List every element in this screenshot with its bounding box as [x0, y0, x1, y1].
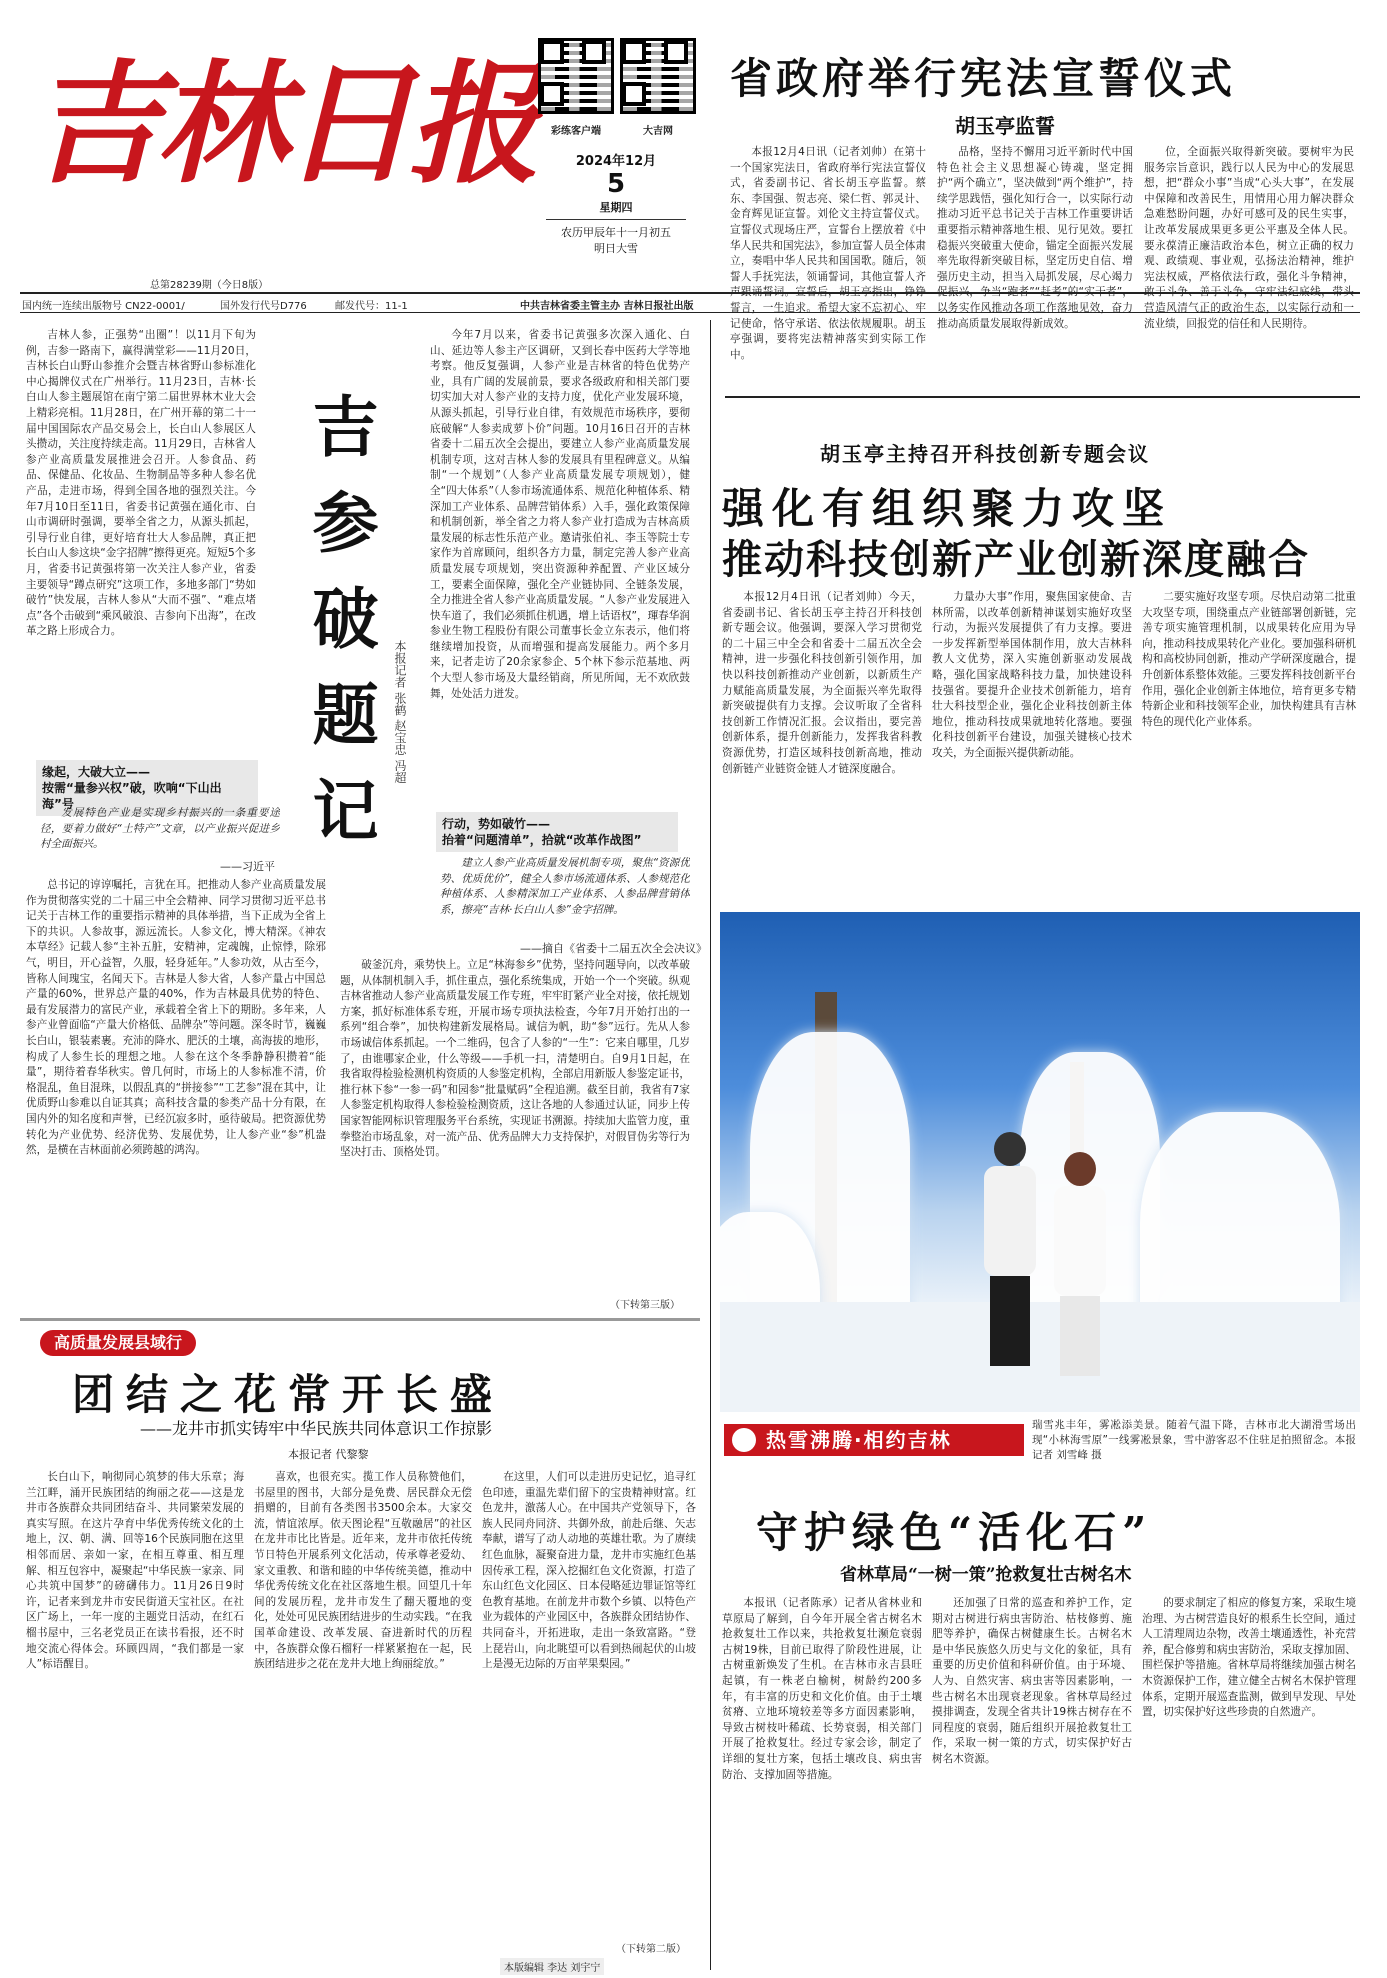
- top-col-2: 品格，坚持不懈用习近平新时代中国特色社会主义思想凝心铸魂，坚定拥护“两个确立”，坚决做到“两个维护”，持续学思践悟，强化知行合一，以实际行动推动习近平总书记关于吉林工作重要讲话重要指示精神落地生根、见行见效。要扛稳振兴突破重大使命，锚定全面振兴发展率先取得新突破目标，坚定历史自信、增强历史主动，担当入局抓发展，尽心竭力促振兴，争当“跑者”“赶考”的“实干者”，以务实作风推动各项工作落地见效，奋力推动高质量发展取得新成效。: [937, 146, 1133, 330]
- qr-code-site[interactable]: [620, 38, 690, 108]
- county-col-2: 喜欢，也很充实。揽工作人员称赞他们，书屋里的图书，大部分是免费、居民群众无偿捐赠的，目前有各类图书3500余本。大家交流，情谊浓厚。依天图论程“互敬融居”的社区在龙井市比比皆是。近年来，龙井市依托传统节日特色开展系列文化活动，传承尊老爱幼、家文重教、和谐和睦的中华传统美德，推动中华优秀传统文化在社区落地生根。回望几十年间的发展历程，龙井市发生了翻天覆地的变化，处处可见民族团结进步的生动实践。“在我国革命建设、改革发展、奋进新时代的历程中，各族群众像石榴籽一样紧紧抱在一起，民族团结进步之花在龙井大地上绚丽绽放。”: [254, 1471, 472, 1671]
- ginseng-quote-head2: 按需“量参兴权”破，吹响“下山出海”号: [42, 781, 222, 811]
- date-weekday: 星期四: [599, 201, 633, 214]
- ginseng-byline: 本报记者 张鹤 赵宝忠 冯超: [393, 640, 407, 784]
- ginseng-quote2-text: 建立人参产业高质量发展机制专项，聚焦“资源优势、优质优价”，健全人参市场流通体系、人参规范化种植体系、人参精深加工产业体系、人参品牌营销体系，擦亮“吉林·长白山人参”金字招牌。: [440, 857, 690, 916]
- ginseng-vertical-title: 吉参破题记: [301, 392, 379, 872]
- date-block: [536, 150, 696, 256]
- county-subhead: ——龙井市抓实铸牢中华民族共同体意识工作掠影: [140, 1419, 493, 1438]
- ginseng-col-1: 吉林人参，正强势“出圈”！以11月下旬为例，吉参一路南下，赢得满堂彩——11月20日，吉林长白山野山参推介会暨吉林省野山参标准化中心揭牌仪式在广州举行。11月23日，吉林·长白山人参主题展馆在南宁第二届世界林木业大会上精彩亮相。11月28日，在广州开幕的第二十一届中国国际农产品交易会上，长白山人参展区人头攒动，关注度持续走高。11月29日，吉林省人参产业高质量发展推进会召开。人参食品、药品、保健品、化妆品、生物制品等多种人参名优产品，走进市场，得到全国各地的强烈关注。今年7月10日至11日，省委书记黄强在通化市、白山市调研时强调，要举全省之力，从源头抓起，引导行业自律，更好培育壮大人参品牌，真正把长白山人参这块“金字招牌”擦得更亮。短短5个多月，省委书记黄强将第一次关注人参产业，省委主要领导“蹲点研究”这项工作，多地多部门“势如破竹”快发展，吉林人参从“大而不强”、“难点堵点”各个击破到“乘风破浪、吉参向下出海”，在改革之路上形成合力。: [26, 329, 256, 638]
- cn-number: 国内统一连续出版物号 CN22-0001/: [22, 301, 185, 312]
- dist-code: 国外发行代号D776: [220, 301, 307, 312]
- county-byline: 本报记者 代黎黎: [288, 1448, 369, 1461]
- fossil-subhead: 省林草局“一树一策”抢救复壮古树名木: [840, 1565, 1132, 1585]
- ginseng-col-2b: 破釜沉舟，乘势快上。立足“林海参乡”优势，坚持问题导向，以改革破题，从体制机制入手，抓住重点，强化系统集成，开始一个一个突破。纵观吉林省推动人参产业高质量发展工作专班，牢牢盯紧产业全对接，依托规划方案，抓好标准体系专班，开展市场专项执法检查，今年7月开始打出的一系列“组合拳”，加快构建新发展格局。诚信为帆，助“参”远行。先从人参市场诚信体系抓起。一个二维码，包含了人参的“一生”：它来自哪里，几岁了，由谁哪家企业，什么等级——手机一扫，清楚明白。自9月1日起，在我省取得检验检测机构资质的人参鉴定机构，全部启用新版人参鉴定证书，推行林下参“一参一码”和园参“批量赋码”全程追溯。截至目前，我省有7家人参鉴定机构取得人参检验检测资质，这让各地的人参通过认证，同步上传国家智能网标识管理服务平台系统，实现证书溯源。持续加大监管力度，重拳整治市场乱象，对一流产品、优秀品牌大力支持保护，对假冒伪劣等行为坚决打击、顶格处罚。: [340, 959, 690, 1159]
- issue-info: 总第28239期（今日8版）: [150, 280, 269, 291]
- ginseng-quote2-author: ——摘自《省委十二届五次全会决议》: [520, 942, 707, 955]
- person-left: [980, 1132, 1040, 1372]
- tech-headline-1: 强化有组织聚力攻坚: [722, 484, 1173, 533]
- ginseng-quote2-head1: 行动，势如破竹——: [442, 817, 551, 831]
- tech-col-3: 二要实施好攻坚专项。尽快启动第二批重大攻坚专项，围绕重点产业链部署创新链，完善专项实施管理机制，以成果转化应用为导向，推动科技成果转化产业化。要加强科研机构和高校协同创新，推动产学研深度融合，提升创新体系整体效能。三要发挥科技创新平台作用，强化企业创新主体地位，培育更多专精特新企业和科技领军企业，加快构建具有吉林特色的现代化产业体系。: [1142, 591, 1356, 728]
- date-line: 2024年12月: [575, 154, 657, 169]
- top-headline: 省政府举行宪法宣誓仪式: [730, 54, 1237, 103]
- top-subhead: 胡玉亭监誓: [955, 114, 1055, 138]
- county-headline: 团结之花常开长盛: [72, 1370, 505, 1419]
- photo-banner-text: 热雪沸腾·相约吉林: [766, 1428, 952, 1452]
- post-code: 邮发代号：11-1: [335, 301, 408, 312]
- page-editor: 本版编辑 李达 刘宇宁: [500, 1958, 604, 1975]
- county-col-3: 在这里，人们可以走进历史记忆，追寻红色印迹，重温先辈们留下的宝贵精神财富。红色龙井，激荡人心。在中国共产党领导下，各族人民同舟同济、共御外敌，前赴后继、矢志奉献，谱写了动人动地的英雄壮歌。为了赓续红色血脉，凝聚奋进力量，龙井市实施红色基因传承工程，深入挖掘红色文化资源，打造了东山红色文化园区、日本侵略延边罪证馆等红色教育基地。在前龙井市数个乡镇、以特色产业为载体的产业园区中，各族群众团结协作、共同奋斗，开拓进取，走出一条致富路。“登上琵岩山，向北眺望可以看到热闹起伏的山坡上是漫无边际的万亩苹果梨园。”: [482, 1471, 696, 1671]
- tech-headline-2: 推动科技创新产业创新深度融合: [722, 536, 1310, 583]
- newspaper-title: 吉林日报: [30, 47, 534, 202]
- county-col-1: 长白山下，响彻同心筑梦的伟大乐章；海兰江畔，涌开民族团结的绚丽之花——这是龙井市各族群众共同团结奋斗、共同繁荣发展的真实写照。在这片孕育中华优秀传统文化的土地上，汉、朝、满、回等16个民族同胞在这里相邻而居、亲如一家，在相互尊重、相互理解、相互包容中，凝聚起“中华民族一家亲、同心共筑中国梦”的磅礴伟力。11月26日9时许，记者来到龙井市安民街道天宝社区。在社区广场上，一年一度的主题党日活动，在红石榴书屋中，三名老党员正在读书看报，还不时地交流心得体会。环顾四周，“我们都是一家人”标语醒目。: [26, 1471, 244, 1671]
- weather: 明日大雪: [594, 242, 638, 255]
- county-continued: （下转第二版）: [616, 1944, 686, 1955]
- tech-col-1: 本报12月4日讯（记者刘帅）今天，省委副书记、省长胡玉亭主持召开科技创新专题会议。他强调，要深入学习贯彻党的二十届三中全会和省委十二届五次全会精神，进一步强化科技创新引领作用，加快以科技创新推动产业创新，以新质生产力赋能高质量发展，为全面振兴率先取得新突破提供有力支撑。会议听取了全省科技创新工作情况汇报。会议指出，要完善创新体系，提升创新能力，发挥我省科教资源优势，打造区域科技创新高地，推动创新链产业链资金链人才链深度融合。: [722, 591, 922, 775]
- ginseng-continued: （下转第三版）: [610, 1300, 680, 1311]
- photo-banner: [724, 1424, 1024, 1456]
- snow-photo: [720, 912, 1360, 1412]
- qr-label-client: 彩练客户端: [551, 126, 601, 137]
- ginseng-quote-head1: 缘起，大破大立——: [42, 765, 151, 779]
- ginseng-quote2-head2: 抬着“问题清单”，拾就“改革作战图”: [442, 833, 642, 847]
- top-col-1: 本报12月4日讯（记者刘帅）在第十一个国家宪法日，省政府举行宪法宣誓仪式，省委副书记、省长胡玉亭监誓。蔡东、李国强、贺志亮、梁仁哲、郭灵计、金育辉见证宣誓。刘伦文主持宣誓仪式。宣誓仪式现场庄严，宣誓台上摆放着《中华人民共和国宪法》，参加宣誓人员全体肃立，奏唱中华人民共和国国歌。随后，领誓人手抚宪法，领诵誓词，其他宣誓人齐声跟诵誓词。宣誓后，胡玉亭指出，铮铮誓言，一生追求。希望大家不忘初心、牢记使命，恪守承诺、依法依规履职。胡玉亭强调，要将宪法精神落实到实际工作中。: [730, 146, 926, 361]
- qr-code-client[interactable]: [538, 38, 608, 108]
- ginseng-quote-text: 发展特色产业是实现乡村振兴的一条重要途径，要着力做好“土特产”文章，以产业振兴促进乡村全面振兴。: [40, 807, 280, 851]
- fossil-col-3: 的要求制定了相应的修复方案，采取生境治理、为古树营造良好的根系生长空间，通过人工清理周边杂物，改善土壤通透性，补充营养，配合修剪和病虫害防治，采取支撑加固、围栏保护等措施。省林草局将继续加强古树名木资源保护工作，建立健全古树名木保护管理体系，定期开展巡查监测，做到早发现、早处置，切实保护好这些珍贵的自然遗产。: [1142, 1597, 1356, 1719]
- fossil-col-1: 本报讯（记者陈承）记者从省林业和草原局了解到，自今年开展全省古树名木抢救复壮工作以来，共抢救复壮濒危衰弱古树19株，目前已取得了阶段性进展，让古树重新焕发了生机。在吉林市永吉县旺起镇，有一株老白榆树，树龄约200多年，有丰富的历史和文化价值。由于土壤贫瘠、立地环境较差等多方面因素影响，导致古树枝叶稀疏、长势衰弱，相关部门开展了抢救复壮。经过专家会诊，制定了详细的复壮方案，包括土壤改良、病虫害防治、支撑加固等措施。: [722, 1597, 922, 1781]
- top-col-3: 位，全面振兴取得新突破。要树牢为民服务宗旨意识，践行以人民为中心的发展思想，把“群众小事”当成“心头大事”，在发展中保障和改善民生，用情用心用力解决群众急难愁盼问题，办好可感可及的民生实事，让改革发展成果更多更公平惠及全体人民。要永葆清正廉洁政治本色，树立正确的权力观、政绩观、事业观，弘扬法治精神，维护宪法权威，严格依法行政，强化斗争精神，敢于斗争、善于斗争，守牢法纪底线，带头营造风清气正的政治生态，以实际行动和一流业绩，回报党的信任和人民期待。: [1144, 146, 1354, 330]
- person-right: [1050, 1152, 1110, 1382]
- ginseng-quote2-box: [436, 812, 678, 852]
- publisher: 中共吉林省委主管主办 吉林日报社出版: [520, 301, 694, 312]
- tech-kicker: 胡玉亭主持召开科技创新专题会议: [820, 442, 1150, 466]
- lunar-date: 农历甲辰年十一月初五: [561, 226, 671, 239]
- masthead: [30, 40, 534, 240]
- county-tag: 高质量发展县域行: [40, 1330, 196, 1356]
- date-day: 5: [606, 169, 626, 199]
- fossil-headline: 守护绿色“活化石”: [756, 1508, 1153, 1557]
- ginseng-col-1b: 总书记的谆谆嘱托，言犹在耳。把推动人参产业高质量发展作为贯彻落实党的二十届三中全会精神、同学习贯彻习近平总书记关于吉林工作的重要指示精神的具体举措，当下正成为全省上下的共识。人参故事，源远流长。人参文化，博大精深。《神农本草经》记载人参“主补五脏，安精神，定魂魄，止惊悸，除邪气，明目，开心益智，久服，轻身延年。”人参功效，从古至今，皆称人间瑰宝，名闻天下。吉林是人参大省，人参产量占中国总产量的60%，世界总产量的40%，作为吉林最具优势的特色、最有发展潜力的富民产业，承载着全省上下的期盼。多年来，人参产业曾面临“产量大价格低、品牌杂”等问题。深冬时节，巍巍长白山，银装素裹。充沛的降水、肥沃的土壤，高海拔的地形，构成了人参生长的理想之地。人参在这个冬季静静积攒着“能量”，期待着春华秋实。曾几何时，市场上的人参标准不清，价格混乱，鱼目混珠，以假乱真的“拼接参”“工艺参”混在其中，让优质野山参难以自证其真；高科技含量的参类产品十分有限，在国内外的知名度和声誉，已经沉寂多时，亟待破局。把资源优势转化为产业优势、经济优势、发展优势，让人参产业“参”机盎然，是横在吉林面前必须跨越的鸿沟。: [26, 879, 326, 1157]
- fossil-col-2: 还加强了日常的巡查和养护工作，定期对古树进行病虫害防治、枯枝修剪、施肥等养护，确保古树健康生长。古树名木是中华民族悠久历史与文化的象征，具有重要的历史价值和科研价值。由于环境、人为、自然灾害、病虫害等因素影响，一些古树名木出现衰老现象。省林草局经过摸排调查，发现全省共计19株古树存在不同程度的衰弱，随后组织开展抢救复壮工作，采取一树一策的方式，切实保护好古树名木资源。: [932, 1597, 1132, 1765]
- ginseng-quote-author: ——习近平: [220, 860, 275, 873]
- tech-col-2: 力量办大事”作用，聚焦国家使命、吉林所需，以改革创新精神谋划实施好攻坚行动，为振兴发展提供了有力支撑。要进一步发挥新型举国体制作用，放大吉林科教人文优势，深入实施创新驱动发展战略，强化国家战略科技力量，加快建设科技强省。要提升企业技术创新能力，培育壮大科技型企业，强化企业科技创新主体地位，推动科技成果就地转化落地。要强化科技创新平台建设，加强关键核心技术攻关，为全面振兴提供新动能。: [932, 591, 1132, 759]
- ginseng-col-2: 今年7月以来，省委书记黄强多次深入通化、白山、延边等人参主产区调研，又到长春中医药大学等地考察。他反复强调，人参产业是吉林省的特色优势产业，具有广阔的发展前景，要求各级政府和相关部门要切实加大对人参产业的支持力度，优化产业发展环境，从源头抓起，引导行业自律，有效规范市场秩序，要彻底破解“人参卖成萝卜价”问题。10月16日召开的吉林省委十二届五次全会提出，要建立人参产业高质量发展机制专项，这对吉林人参的发展具有里程碑意义。从编制“一个规划”（人参产业高质量发展专项规划），健全“四大体系”（人参市场流通体系、规范化种植体系、精深加工产业体系、品牌营销体系）入手，强化政策保障和机制创新，举全省之力将人参产业打造成为吉林高质量发展的标志性乐范产业。邀请张伯礼、李玉等院士专家作为首席顾问，组织各方力量，制定完善人参产业高质量发展专项规划，突出资源种养配置、产业区域分工，要素全面保障，强化全产业链协同、全链条发展，全力推进全省人参产业高质量发展。“人参产业发展进入快车道了，我们必须抓住机遇，增上话语权”，琿春华润参业生物工程股份有限公司董事长金立东表示，他们将继续增加投资，从而增强和提高发展能力。两个多月来，记者走访了20余家参企、5个林下参示范基地、两个大型人参市场及大量经销商，所见所闻，无不欢欣鼓舞，处处活力迸发。: [430, 329, 690, 700]
- photo-caption: 瑞雪兆丰年，雾凇添美景。随着气温下降，吉林市北大湖滑雪场出现“小林海雪原”一线雾凇景象，雪中游客忍不住驻足拍照留念。本报记者 刘雪峰 摄: [1032, 1419, 1356, 1461]
- qr-label-site: 大吉网: [643, 126, 673, 137]
